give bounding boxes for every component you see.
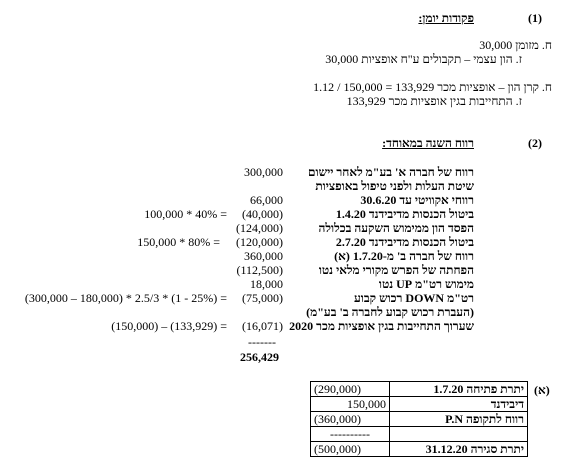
table-row — [311, 442, 528, 457]
profit-row-value: (120,000) — [236, 235, 283, 249]
table-row — [311, 412, 528, 427]
section1-number: (1) — [528, 11, 542, 25]
profit-row-label: (העברת רכוש קבוע לחברה ב' בע"מ) — [306, 305, 474, 319]
profit-row-value: (75,000) — [242, 291, 283, 305]
section-a-label: (א) — [534, 383, 550, 397]
profit-row-value: 360,000 — [244, 249, 283, 263]
table-cell-label: יתרת פתיחה 1.7.20 — [390, 382, 528, 397]
total-separator: ------- — [248, 335, 276, 349]
profit-row-label: ביטול הכנסות מדיבידנד 1.4.20 — [335, 207, 474, 221]
table-row — [311, 382, 528, 397]
table-cell-value: (290,000) — [311, 382, 390, 397]
table-cell-label: יתרת סגירה 31.12.20 — [390, 442, 528, 457]
profit-row-label: שערוך התחייבות בגין אופציות מכר 2020 — [289, 319, 474, 333]
profit-row-calc: 150,000 * 80% = — [137, 235, 220, 249]
profit-row-calc: 100,000 * 40% = — [144, 207, 227, 221]
table-cell-value: (360,000) — [311, 412, 390, 427]
profit-row-label: רווחי אקוויטי עד 30.6.20 — [360, 193, 474, 207]
section2-number: (2) — [528, 136, 542, 150]
table-cell-value: (500,000) — [311, 442, 390, 457]
table-cell-label: רווח לתקופה P.N — [390, 412, 528, 427]
table-row — [311, 427, 528, 442]
profit-row-value: 18,000 — [250, 277, 283, 291]
table-cell-label — [390, 427, 528, 442]
profit-row-calc: (300,000 – 180,000) * 2.5/3 * (1 - 25%) = — [24, 291, 227, 305]
profit-row-value: 66,000 — [250, 193, 283, 207]
profit-row-value: (112,500) — [236, 263, 283, 277]
profit-row-label: מימוש רט"מ UP נטו — [378, 277, 474, 291]
entry1-credit: ז. הון עצמי – תקבולים ע"ח אופציות 30,000 — [325, 52, 522, 66]
profit-row-label: שיטת העלות ולפני טיפול באופציות — [315, 179, 474, 193]
section1-title: פקודות יומן: — [418, 11, 474, 25]
table-row — [311, 397, 528, 412]
profit-row-value: (16,071) — [242, 319, 283, 333]
profit-row-calc: (150,000) – (133,929) = — [111, 319, 227, 333]
profit-row-label: רווח של חברה ב' מ-1.7.20 (א) — [334, 249, 474, 263]
table-cell-label: דיבידנד — [390, 397, 528, 412]
entry2-credit: ז. התחייבות בגין אופציות מכר 133,929 — [346, 94, 522, 108]
table-cell-value: ---------- — [311, 427, 390, 442]
profit-row-label: רט"מ DOWN רכוש קבוע — [354, 291, 474, 305]
entry2-debit: ח. קרן הון – אופציות מכר 133,929 = 150,000 / 1.12 — [313, 80, 552, 94]
entry1-debit: ח. מזומן 30,000 — [479, 38, 552, 52]
profit-row-value: (40,000) — [242, 207, 283, 221]
profit-row-label: רווח של חברה א' בע"מ לאחר יישום — [308, 165, 474, 179]
profit-total: 256,429 — [240, 350, 279, 364]
reconciliation-table — [310, 381, 528, 457]
section2-title: רווח השנה במאוחד: — [382, 136, 474, 150]
profit-row-label: הפחתה של הפרש מקורי מלאי נטו — [318, 263, 474, 277]
profit-row-label: ביטול הכנסות מדיבידנד 2.7.20 — [335, 235, 474, 249]
profit-row-label: הפסד הון ממימוש השקעה בכלולה — [318, 221, 474, 235]
profit-row-value: (124,000) — [236, 221, 283, 235]
profit-row-value: 300,000 — [244, 165, 283, 179]
table-cell-value: 150,000 — [311, 397, 390, 412]
